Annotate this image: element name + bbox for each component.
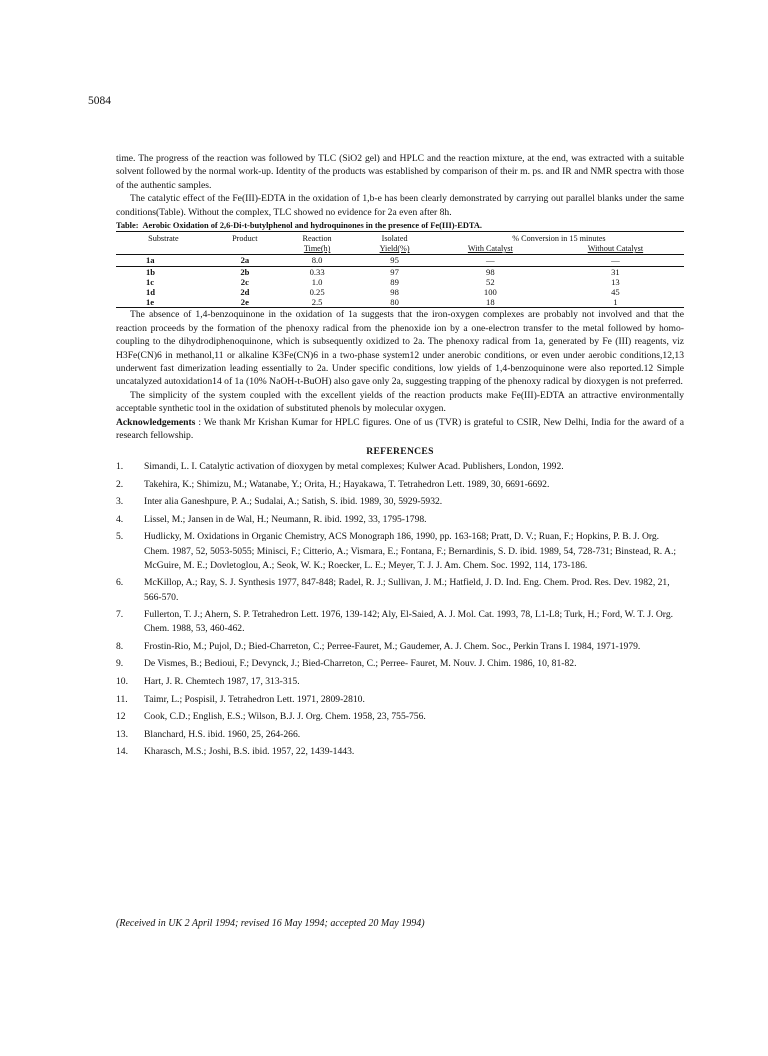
reference-text: Cook, C.D.; English, E.S.; Wilson, B.J. J. Org. Chem. 1958, 23, 755-756. <box>144 711 426 723</box>
reference-text: Simandi, L. I. Catalytic activation of dioxygen by metal complexes; Kulwer Acad. Publishers, London, 1992. <box>144 460 564 472</box>
cell-product: 2d <box>240 287 250 298</box>
reference-number: 13. <box>116 728 128 740</box>
reference-item <box>116 728 684 742</box>
reference-number: 10. <box>116 676 128 688</box>
article-body <box>116 152 684 763</box>
table-label: Table: <box>116 221 139 231</box>
cell-without-catalyst: — <box>547 255 684 266</box>
col-conversion: % Conversion in 15 minutes <box>434 232 684 245</box>
reference-item <box>116 640 684 654</box>
cell-substrate: 1a <box>116 255 211 266</box>
cell-product: 2b <box>240 266 250 277</box>
reference-item <box>116 495 684 509</box>
received-dates: (Received in UK 2 April 1994; revised 16 May 1994; accepted 20 May 1994) <box>116 918 425 929</box>
col-product: Product <box>211 232 279 245</box>
reference-text: Frostin-Rio, M.; Pujol, D.; Bied-Charreton, C.; Perree-Fauret, M.; Gaudemer, A. J. Chem. Soc., Perkin Trans I. 1984, 1971-1979. <box>144 640 641 652</box>
cell-substrate: 1d <box>146 287 156 298</box>
col-substrate: Substrate <box>116 232 211 245</box>
cell-time: 8.0 <box>279 255 355 266</box>
reference-number: 5. <box>116 531 124 543</box>
cell-product: 2e <box>211 297 279 308</box>
table-row <box>116 297 684 308</box>
reference-item <box>116 675 684 689</box>
cell-product: 2a <box>211 255 279 266</box>
reference-number: 4. <box>116 513 124 525</box>
col-reaction: Reaction <box>279 232 355 245</box>
references-heading: REFERENCES <box>366 445 434 457</box>
cell-without-catalyst: 45 <box>611 287 620 298</box>
cell-yield: 89 <box>390 276 399 287</box>
reference-item <box>116 576 684 604</box>
cell-with-catalyst: 52 <box>486 276 495 287</box>
reference-number: 11. <box>116 693 128 705</box>
reference-text: Hart, J. R. Chemtech 1987, 17, 313-315. <box>144 676 300 688</box>
cell-with-catalyst: 100 <box>483 287 497 298</box>
reference-item <box>116 710 684 724</box>
table-row <box>116 255 684 266</box>
reference-text: Taimr, L.; Pospisil, J. Tetrahedron Lett. 1971, 2809-2810. <box>144 693 365 705</box>
cell-substrate: 1b <box>146 266 156 277</box>
table-row <box>116 287 684 297</box>
reference-number: 6. <box>116 577 124 589</box>
reference-item <box>116 513 684 527</box>
paragraph-conclusion: The simplicity of the system coupled with the excellent yields of the reaction products make Fe(III)-EDTA an attractive environmentally acceptable synthetic tool in the oxidation of substituted phenols by molecular oxygen. <box>116 389 684 415</box>
page-number: 5084 <box>88 95 111 107</box>
table-caption <box>116 220 684 231</box>
cell-with-catalyst: — <box>434 255 547 266</box>
reference-number: 14. <box>116 746 128 758</box>
reference-number: 9. <box>116 658 124 670</box>
reference-number: 1. <box>116 460 124 472</box>
col-with-catalyst: With Catalyst <box>434 244 547 255</box>
col-without-catalyst: Without Catalyst <box>547 244 684 255</box>
reference-item <box>116 460 684 474</box>
reference-text: Blanchard, H.S. ibid. 1960, 25, 264-266. <box>144 728 301 740</box>
cell-with-catalyst: 18 <box>434 297 547 308</box>
reference-item <box>116 530 684 573</box>
table-title: Aerobic Oxidation of 2,6-Di-t-butylphenol and hydroquinones in the presence of Fe(III)-EDTA. <box>142 221 483 231</box>
cell-without-catalyst: 13 <box>611 276 620 287</box>
acknowledgements-label: Acknowledgements <box>116 416 196 428</box>
reference-text: Fullerton, T. J.; Ahern, S. P. Tetrahedron Lett. 1976, 139-142; Aly, El-Saied, A. J. Mol. Cat. 1993, 78, L1-L8; Turk, H.; Ford, W. T. J. Org. Chem. 1988, 53, 460-462. <box>144 609 674 635</box>
paragraph-mechanism: The absence of 1,4-benzoquinone in the oxidation of 1a suggests that the iron-oxygen complexes are probably not involved and that the reaction proceeds by the formation of the phenoxy radical from the phenoxide ion by a one-electron transfer to the metal followed by homo-coupling to the dihydrodiphenoquinone, which is subsequently oxidized to 2a. The phenoxy radical from 1a, generated by Fe (III) reagents, viz H3Fe(CN)6 in methanol,11 or alkaline K3Fe(CN)6 in a two-phase system12 under anerobic conditions, or even under aerobic conditions,12,13 underwent fast dimerization leading essentially to 2a. Under specific conditions, low yields of 1,4-benzoquinone were also reported.12 Simple uncatalyzed autoxidation14 of 1a (10% NaOH-t-BuOH) also gave only 2a, suggesting trapping of the phenoxy radical by dioxygen is not preferred. <box>116 309 684 388</box>
reference-text: Lissel, M.; Jansen in de Wal, H.; Neumann, R. ibid. 1992, 33, 1795-1798. <box>144 513 427 525</box>
reference-text: Kharasch, M.S.; Joshi, B.S. ibid. 1957, 22, 1439-1443. <box>144 746 355 758</box>
references-list <box>116 460 684 760</box>
cell-yield: 98 <box>390 287 399 298</box>
reference-text: De Vismes, B.; Bedioui, F.; Devynck, J.; Bied-Charreton, C.; Perree- Fauret, M. Nouv. J. Chim. 1986, 10, 81-82. <box>144 658 577 670</box>
col-time: Time(h) <box>279 244 355 255</box>
reference-item <box>116 693 684 707</box>
reference-item <box>116 657 684 671</box>
cell-time: 2.5 <box>279 297 355 308</box>
col-isolated: Isolated <box>355 232 434 245</box>
reference-item <box>116 478 684 492</box>
col-yield: Yield(%) <box>355 244 434 255</box>
cell-yield: 80 <box>355 297 434 308</box>
paragraph-catalytic-effect: The catalytic effect of the Fe(III)-EDTA in the oxidation of 1,b-e has been clearly demonstrated by carrying out parallel blanks under the same conditions(Table). Without the complex, TLC showed no evidence for 2a even after 8h. <box>116 193 684 218</box>
cell-without-catalyst: 1 <box>547 297 684 308</box>
table-row <box>116 277 684 287</box>
cell-time: 0.25 <box>309 287 325 298</box>
cell-yield: 95 <box>355 255 434 266</box>
reference-number: 2. <box>116 478 124 490</box>
cell-with-catalyst: 98 <box>486 266 495 277</box>
reference-text: McKillop, A.; Ray, S. J. Synthesis 1977, 847-848; Radel, R. J.; Sullivan, J. M.; Hatfield, J. D. Ind. Eng. Chem. Prod. Res. Dev. 1982, 21, 566-570. <box>144 577 670 603</box>
reference-text: Inter alia Ganeshpure, P. A.; Sudalai, A.; Satish, S. ibid. 1989, 30, 5929-5932. <box>144 496 443 508</box>
acknowledgements <box>116 416 684 443</box>
reference-item <box>116 745 684 759</box>
reference-text: Hudlicky, M. Oxidations in Organic Chemistry, ACS Monograph 186, 1990, pp. 163-168; Pratt, D. V.; Ruan, F.; Hopkins, P. B. J. Org. Chem. 1987, 52, 5053-5055; Minisci, F.; Citterio, A.; Vismara, E.; Fontana, F.; Bernardinis, S. D. ibid. 1989, 54, 728-731; Binstead, R. A.; McGuire, M. E.; Dovletoglou, A.; Seok, W. K.; Roecker, L. E.; Meyer, T. J. J. Am. Chem. Soc. 1992, 114, 173-186. <box>144 531 677 571</box>
reference-number: 3. <box>116 496 124 508</box>
cell-yield: 97 <box>390 266 399 277</box>
cell-substrate: 1c <box>146 276 155 287</box>
reference-item <box>116 608 684 636</box>
cell-product: 2c <box>240 276 249 287</box>
reference-number: 8. <box>116 640 124 652</box>
acknowledgements-text: : We thank Mr Krishan Kumar for HPLC figures. One of us (TVR) is grateful to CSIR, New Delhi, India for the award of a research fellowship. <box>116 416 684 442</box>
cell-without-catalyst: 31 <box>611 266 620 277</box>
cell-substrate: 1e <box>116 297 211 308</box>
reference-number: 12 <box>116 711 126 723</box>
cell-time: 1.0 <box>311 276 323 287</box>
cell-time: 0.33 <box>309 266 325 277</box>
reference-number: 7. <box>116 609 124 621</box>
results-table <box>116 231 684 308</box>
table-row <box>116 266 684 277</box>
reference-text: Takehira, K.; Shimizu, M.; Watanabe, Y.; Orita, H.; Hayakawa, T. Tetrahedron Lett. 1989, 30, 6691-6692. <box>144 478 550 490</box>
paragraph-workup: time. The progress of the reaction was followed by TLC (SiO2 gel) and HPLC and the reaction mixture, at the end, was extracted with a suitable solvent followed by the normal work-up. Identity of the products was established by comparison of their m. ps. and IR and NMR spectra with those of the authentic samples. <box>116 153 684 191</box>
